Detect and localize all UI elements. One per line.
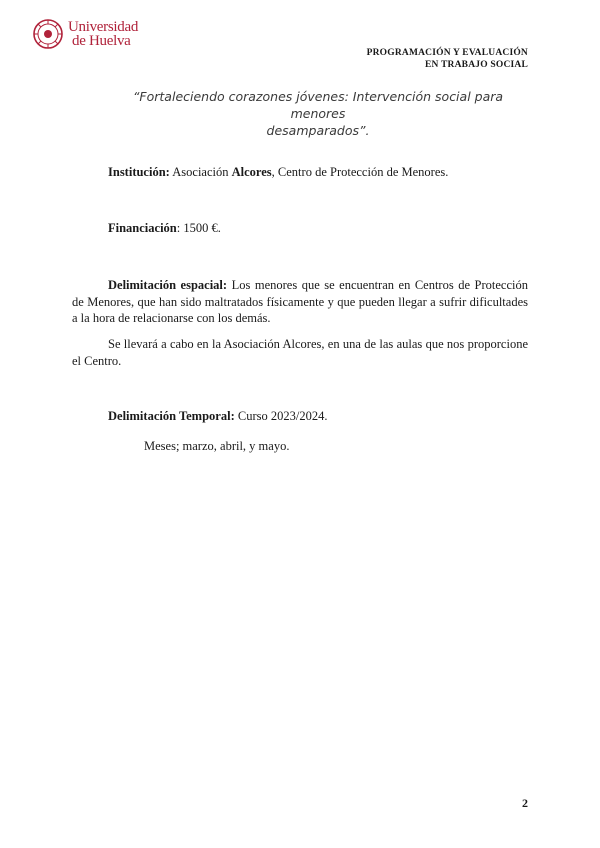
institucion-paragraph (72, 164, 528, 181)
header-line-1: PROGRAMACIÓN Y EVALUACIÓN (366, 48, 528, 58)
logo-line-1: Universidad (68, 19, 139, 35)
delimitacion-temporal-value: Curso 2023/2024. (234, 409, 328, 423)
institucion-label: Institución: (108, 165, 170, 179)
logo-line-2: de Huelva (72, 33, 131, 49)
logo-wordmark (68, 20, 138, 48)
delimitacion-espacial-paragraph-2: Se llevará a cabo en la Asociación Alcores, en una de las aulas que nos proporcione el Centro. (72, 337, 528, 368)
institucion-pre: Asociación (169, 165, 232, 179)
page-number: 2 (522, 796, 528, 810)
title-line-1: “Fortaleciendo corazones jóvenes: Intervención social para menores (132, 89, 504, 121)
institucion-bold: Alcores (231, 165, 272, 179)
university-logo (32, 18, 138, 50)
delimitacion-espacial-text: Los menores que se encuentran en Centros de Protección de Menores, que han sido maltratados físicamente y que pueden llegar a sufrir dificultades a la hora de relacionarse con los demás. (72, 278, 528, 325)
header-line-2: EN TRABAJO SOCIAL (425, 60, 528, 70)
delimitacion-temporal-label: Delimitación Temporal: (108, 409, 235, 423)
university-seal-icon (32, 18, 64, 50)
delimitacion-espacial-label: Delimitación espacial: (108, 278, 228, 292)
financiacion-value: : 1500 €. (176, 221, 221, 235)
institucion-post: , Centro de Protección de Menores. (271, 165, 449, 179)
project-title (108, 88, 528, 139)
meses-line: Meses; marzo, abril, y mayo. (144, 439, 290, 453)
header-course-title (367, 47, 528, 71)
delimitacion-espacial-paragraph (72, 277, 528, 327)
delimitacion-temporal-paragraph (72, 408, 528, 425)
title-line-2: desamparados”. (266, 123, 370, 138)
financiacion-paragraph (72, 220, 528, 237)
financiacion-label: Financiación (108, 221, 177, 235)
